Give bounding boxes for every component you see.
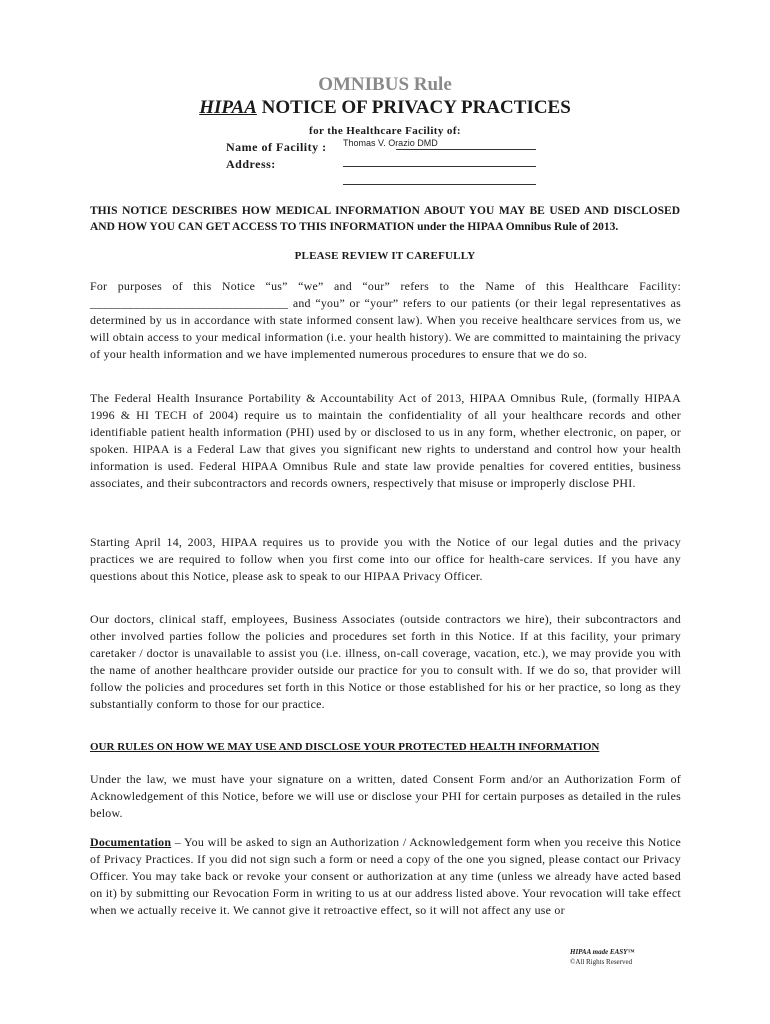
paragraph-starting-april: Starting April 14, 2003, HIPAA requires us to provide you with the Notice of our legal duties and the privacy practices we are required to follow when you first come into our office for health-care services. If you have any questions about this Notice, please ask to speak to our HIPAA Privacy Officer.	[90, 535, 681, 584]
paragraph-our-doctors: Our doctors, clinical staff, employees, Business Associates (outside contractors we hire), their subcontractors and other involved parties follow the policies and procedures set forth in this Notice. If at this facility, your primary caretaker / doctor is unavailable to assist you (i.e. illness, on-call coverage, vacation, etc.), we may provide you with the name of another healthcare provider outside our practice for you to consult with. If we do so, that provider will follow the policies and procedures set forth in this Notice or those established for his or her practice, so long as they substantially conform to those for our practice.	[90, 612, 681, 712]
facility-name-label: Name of Facility :	[226, 140, 327, 154]
facility-name-row	[226, 140, 338, 155]
footer-copyright: ©All Rights Reserved	[570, 958, 633, 966]
notice-title-hipaa: HIPAA	[199, 97, 257, 118]
paragraph-federal-law: The Federal Health Insurance Portability & Accountability Act of 2013, HIPAA Omnibus Rule, (formally HIPAA 1996 & HI TECH of 2004) require us to maintain the confidentiality of all your healthcare records and other identifiable patient health information (PHI) used by or disclosed to us in any form, whether electronic, on paper, or spoken. HIPAA is a Federal Law that gives you significant new rights to understand and control how your health information is used. Federal HIPAA Omnibus Rule and state law provide penalties for covered entities, business associates, and their subcontractors and records owners, respectively that misuse or improperly disclose PHI.	[90, 391, 681, 491]
paragraph-consent: Under the law, we must have your signature on a written, dated Consent Form and/or an Authorization Form of Acknowledgement of this Notice, before we will use or disclose your PHI for certain purposes as detailed in the rules below.	[90, 772, 681, 821]
address-underline-1	[343, 166, 536, 167]
rules-heading: OUR RULES ON HOW WE MAY USE AND DISCLOSE YOUR PROTECTED HEALTH INFORMATION	[90, 741, 600, 753]
facility-address-row	[226, 157, 338, 172]
notice-description: THIS NOTICE DESCRIBES HOW MEDICAL INFORMATION ABOUT YOU MAY BE USED AND DISCLOSED AND HOW YOU CAN GET ACCESS TO THIS INFORMATION under the HIPAA Omnibus Rule of 2013.	[90, 205, 680, 233]
paragraph-purposes: For purposes of this Notice “us” “we” and “our” refers to the Name of this Healthcare Facility: ________________________________ and “you” or “your” refers to our patients (or their legal representatives as determined by us in accordance with state informed consent law). When you receive healthcare services from us, we will obtain access to your medical information (i.e. your health history). We are committed to maintaining the privacy of your health information and we have implemented numerous procedures to ensure that we do so.	[90, 279, 681, 362]
footer	[570, 947, 634, 967]
address-underline-2	[343, 184, 536, 185]
facility-name-value: Thomas V. Orazio DMD	[343, 138, 438, 148]
review-line: PLEASE REVIEW IT CAREFULLY	[294, 250, 476, 262]
footer-brand: HIPAA made EASY™	[570, 948, 635, 956]
facility-address-label: Address:	[226, 157, 276, 171]
documentation-heading: Documentation	[90, 835, 172, 849]
documentation-text: – You will be asked to sign an Authorization / Acknowledgement form when you receive this Notice of Privacy Practices. If you did not sign such a form or need a copy of the one you signed, please contact our Privacy Officer. You may take back or revoke your consent or authorization at any time (unless we already have acted based on it) by submitting our Revocation Form in writing to us at our address listed above. Your revocation will take effect when we actually receive it. We cannot give it retroactive effect, so it will not affect any use or	[90, 835, 681, 918]
facility-name-underline	[396, 149, 536, 150]
omnibus-rule-title: OMNIBUS Rule	[318, 74, 452, 95]
facility-for-line: for the Healthcare Facility of:	[309, 125, 461, 137]
notice-title	[0, 97, 770, 119]
paragraph-documentation	[90, 834, 681, 919]
notice-title-rest: NOTICE OF PRIVACY PRACTICES	[256, 97, 571, 118]
